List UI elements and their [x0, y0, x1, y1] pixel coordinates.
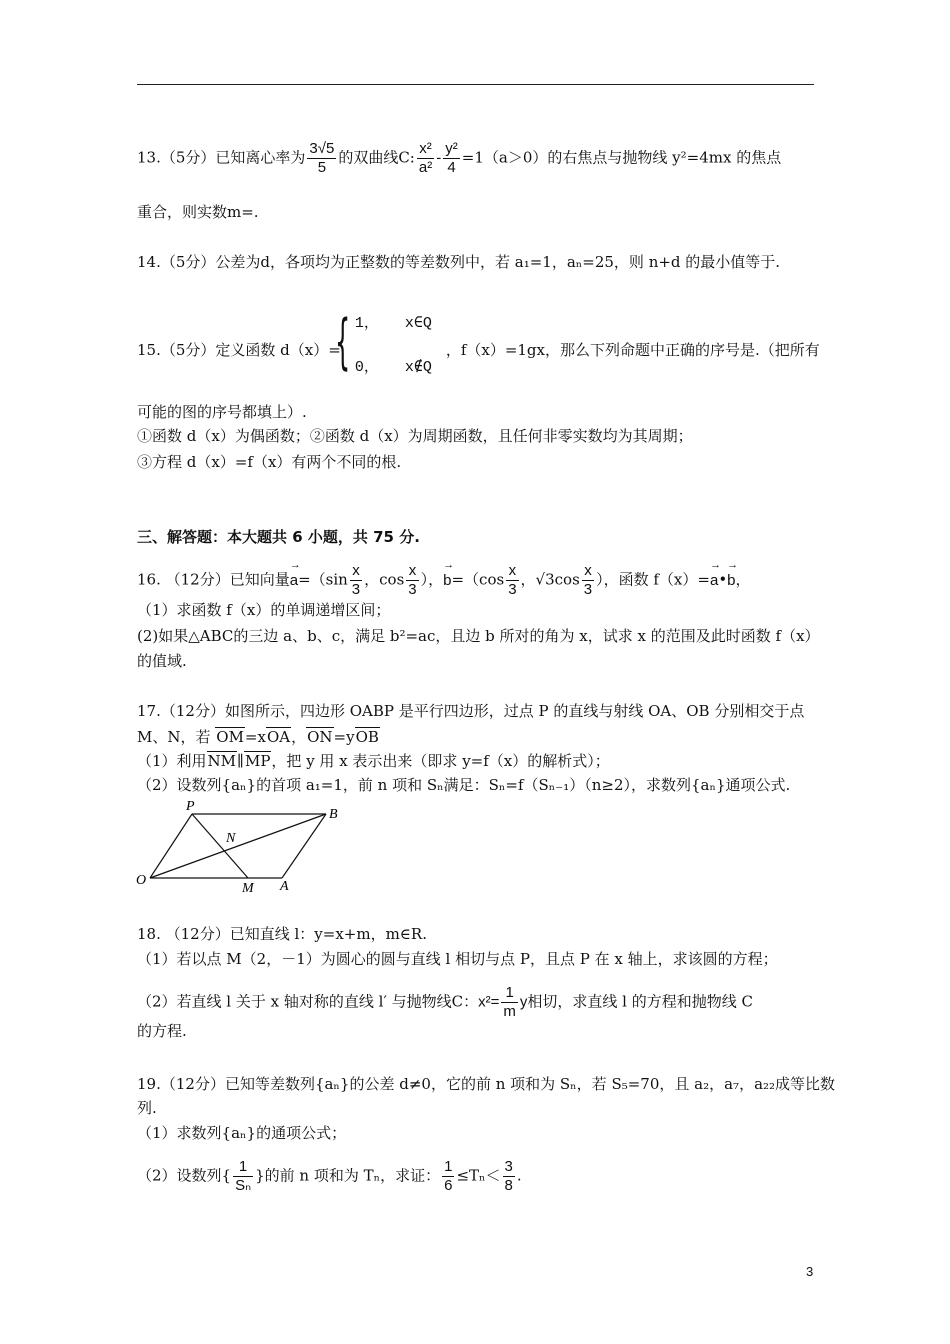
question-19: 19.（12分）已知等差数列{aₙ}的公差 d≠0，它的前 n 项和为 Sₙ，若 S₅=70，且 a₂，a₇，a₂₂成等比数: [137, 1075, 836, 1093]
piecewise-brace: {: [334, 307, 351, 377]
header-rule: [137, 84, 814, 85]
question-19-cont: 列.: [137, 1099, 157, 1117]
label-M: M: [242, 881, 254, 896]
question-16-part1: （1）求函数 f（x）的单调递增区间；: [137, 601, 391, 619]
question-13-cont: 重合，则实数m=.: [137, 203, 259, 221]
question-18: 18. （12分）已知直线 l：y=x+m，m∈R.: [137, 925, 427, 943]
question-17: 17.（12分）如图所示，四边形 OABP 是平行四边形，过点 P 的直线与射线 OA、OB 分别相交于点: [137, 702, 805, 720]
page-number: 3: [806, 1264, 814, 1279]
question-16: 16. （12分）已知向量→ a=（sin $\frac{x}{3}$ ，cos $\frac{x}{3}$ ），→ b=（cos $\frac{x}{3}$ ，√3cos $\frac{x}{3}$ ），函数 f（x）=→ a•→ b，: [137, 562, 751, 599]
question-17-cont: M、N，若 OM=xOA，ON=yOB: [137, 728, 379, 746]
question-17-part2: （2）设数列{aₙ}的首项 a₁=1，前 n 项和 Sₙ满足：Sₙ=f（Sₙ₋₁）（n≥2），求数列{aₙ}通项公式.: [137, 776, 791, 794]
question-17-part1: （1）利用NM∥MP，把 y 用 x 表示出来（即求 y=f（x）的解析式）；: [137, 752, 610, 770]
x2-fraction: $\frac{\text{x²}}{\text{a²}}$: [418, 140, 433, 176]
question-18-part1: （1）若以点 M（2，－1）为圆心的圆与直线 l 相切与点 P，且点 P 在 x 轴上，求该圆的方程；: [137, 950, 778, 968]
question-16-part2-cont: 的值域.: [137, 652, 187, 670]
label-A: A: [280, 879, 289, 894]
label-B: B: [329, 807, 338, 822]
question-15-item1: ①函数 d（x）为偶函数；②函数 d（x）为周期函数，且任何非零实数均为其周期；: [137, 427, 693, 445]
y2-fraction: $\frac{\text{y²}}{4}$: [445, 140, 458, 176]
label-P: P: [186, 799, 195, 814]
question-16-part2: (2)如果△ABC的三边 a、b、c，满足 b²=ac，且边 b 所对的角为 x，试求 x 的范围及此时函数 f（x）: [137, 627, 820, 645]
question-18-part2: （2）若直线 l 关于 x 轴对称的直线 l′ 与抛物线C：x²= $\frac{1}{m}$ y相切，求直线 l 的方程和抛物线 C: [137, 984, 753, 1020]
label-N: N: [226, 831, 236, 846]
question-13: 13.（5分）已知离心率为 $\frac{3√5}{5}$ 的双曲线C: $\frac{\text{x²}}{\text{a²}}$ - $\frac{\text{y²}}{4}$ =1（a＞0）的右焦点与抛物线 y²=4mx 的焦点: [137, 140, 782, 176]
question-15-item3: ③方程 d（x）=f（x）有两个不同的根.: [137, 453, 402, 471]
question-19-part2: （2）设数列{ $\frac{1}{\text{Sₙ}}$ }的前 n 项和为 Tₙ，求证： $\frac{1}{6}$ ≤Tₙ＜ $\frac{3}{8}$ .: [137, 1158, 522, 1194]
question-15-cont: 可能的图的序号都填上）.: [137, 403, 307, 421]
eccentricity-fraction: $\frac{3√5}{5}$: [309, 140, 335, 176]
label-O: O: [136, 873, 147, 888]
question-14: 14.（5分）公差为d，各项均为正整数的等差数列中，若 a₁=1，aₙ=25，则 n+d 的最小值等于.: [137, 253, 781, 271]
parallelogram-figure: [130, 796, 350, 896]
question-19-part1: （1）求数列{aₙ}的通项公式；: [137, 1124, 347, 1142]
section-3-heading: 三、解答题：本大题共 6 小题，共 75 分.: [137, 528, 420, 546]
question-18-part2-cont: 的方程.: [137, 1022, 187, 1040]
question-15: 15.（5分）定义函数 d（x）= { 1， x∈Q 0， x∉Q ，f（x）=1gx，那么下列命题中正确的序号是.（把所有: [137, 340, 820, 360]
